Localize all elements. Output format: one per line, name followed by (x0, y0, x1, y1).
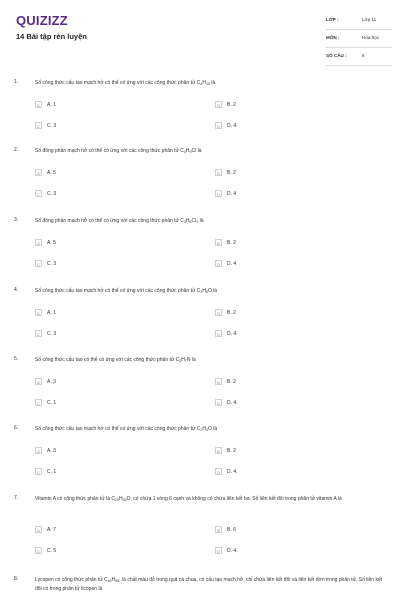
option-text: B. 6 (227, 527, 236, 533)
option-letter-box[interactable]: C (35, 122, 42, 129)
option-letter-box[interactable]: B (215, 378, 222, 385)
question-number: 5. (14, 356, 19, 362)
option-letter-box[interactable]: D (215, 190, 222, 197)
option-text: C. 3 (47, 123, 57, 129)
option-text: C. 1 (47, 400, 57, 406)
option-letter-box[interactable]: A (35, 309, 42, 316)
option-letter-box[interactable]: D (215, 122, 222, 129)
option-text: D. 4. (227, 123, 238, 129)
option-letter-box[interactable]: B (215, 169, 222, 176)
worksheet-header (0, 0, 400, 62)
meta-key: MÔN : (326, 35, 340, 40)
option-text: A. 3 (47, 379, 56, 385)
question-text: Số công thức cấu tạo mạch hở có thể có ứng với các công thức phân tử $C_4H_{10}$ là (35, 80, 216, 86)
option-text: B. 2 (227, 170, 236, 176)
question-number: 8. (14, 576, 19, 582)
option-letter-box[interactable]: B (215, 526, 222, 533)
option-text: C. 3 (47, 261, 57, 267)
option-text: C. 1 (47, 469, 57, 475)
option-letter-box[interactable]: B (215, 309, 222, 316)
option-text: C. 3 (47, 191, 57, 197)
meta-key: LỚP : (326, 17, 339, 22)
option-letter-box[interactable]: D (215, 399, 222, 406)
option-text: B. 2 (227, 379, 236, 385)
option-letter-box[interactable]: A (35, 169, 42, 176)
meta-value: 8 (362, 53, 365, 58)
meta-value: Hóa học (362, 35, 380, 40)
option-letter-box[interactable]: C (35, 190, 42, 197)
option-letter-box[interactable]: C (35, 260, 42, 267)
option-letter-box[interactable]: C (35, 399, 42, 406)
option-text: D. 4. (227, 548, 238, 554)
quizizz-logo: QUIZIZZ (16, 13, 68, 28)
option-text: B. 2 (227, 240, 236, 246)
option-text: D. 4. (227, 400, 238, 406)
option-letter-box[interactable]: A (35, 378, 42, 385)
meta-table (326, 12, 392, 66)
question-text: Số công thức cấu tạo mạch hở có thể có ứng với các công thức phân tử $C_3H_8O$ là (35, 288, 218, 294)
option-letter-box[interactable]: A (35, 526, 42, 533)
option-text: D. 4. (227, 469, 238, 475)
option-text: A. 7 (47, 527, 56, 533)
option-text: D. 4 (227, 261, 237, 267)
question-text: Số công thức cấu tạo có thể có ứng với các công thức phân tử $C_2H_7N$ là (35, 357, 196, 363)
question-text: Số công thức cấu tạo mạch hở có thể có ứng với các công thức phân tử $C_2H_4O$ là (35, 426, 218, 432)
question-number: 1. (14, 79, 19, 85)
option-letter-box[interactable]: C (35, 468, 42, 475)
question-text: Vitamin A có công thức phân tử là $C_{20}H_{30}O$, có chứa 1 vòng 6 cạnh và không có chứa liên kết ba. Số liên kết đôi trong phân tử vitamin A là (35, 496, 342, 502)
question-number: 3. (14, 217, 19, 223)
option-text: B. 2 (227, 102, 236, 108)
option-text: B. 2 (227, 310, 236, 316)
option-text: C. 3 (47, 331, 57, 337)
option-text: D. 4 (227, 191, 237, 197)
option-text: D. 4. (227, 331, 238, 337)
option-text: B. 2 (227, 448, 236, 454)
option-letter-box[interactable]: A (35, 239, 42, 246)
option-letter-box[interactable]: C (35, 547, 42, 554)
option-letter-box[interactable]: B (215, 101, 222, 108)
question-number: 2. (14, 147, 19, 153)
meta-row-count (326, 48, 392, 66)
option-text: A. 1 (47, 102, 56, 108)
option-text: A. 5 (47, 170, 56, 176)
option-letter-box[interactable]: B (215, 239, 222, 246)
option-text: A. 5 (47, 240, 56, 246)
option-letter-box[interactable]: D (215, 547, 222, 554)
option-text: A. 1 (47, 310, 56, 316)
question-number: 6. (14, 425, 19, 431)
question-number: 7. (14, 495, 19, 501)
question-text: Lycopen có công thức phân tử $C_{40}H_{56}$, là chất màu đỏ trong quả cà chua, có cấu tạo mạch hở, chỉ chứa liên kết đôi và liên kết đơn trong phân tử. Số liên kết đôi có trong phân tử licopen là (35, 577, 383, 592)
option-text: C. 5 (47, 548, 57, 554)
option-letter-box[interactable]: A (35, 101, 42, 108)
question-text: Số đồng phân mạch hở có thể có ứng với các công thức phân tử $C_4H_9Cl$ là (35, 148, 202, 154)
option-letter-box[interactable]: C (35, 330, 42, 337)
question-text: Số đồng phân mạch hở có thể có ứng với các công thức phân tử $C_3H_6Cl_2$ là (35, 218, 204, 224)
question-number: 4. (14, 287, 19, 293)
meta-row-subject (326, 30, 392, 48)
option-letter-box[interactable]: D (215, 260, 222, 267)
option-letter-box[interactable]: A (35, 447, 42, 454)
option-text: A. 3 (47, 448, 56, 454)
meta-row-class (326, 12, 392, 30)
meta-key: SỐ CÂU : (326, 53, 347, 58)
page-title: 14 Bài tập rèn luyện (16, 32, 87, 41)
option-letter-box[interactable]: B (215, 447, 222, 454)
meta-value: Lớp 11 (362, 17, 377, 22)
option-letter-box[interactable]: D (215, 468, 222, 475)
option-letter-box[interactable]: D (215, 330, 222, 337)
